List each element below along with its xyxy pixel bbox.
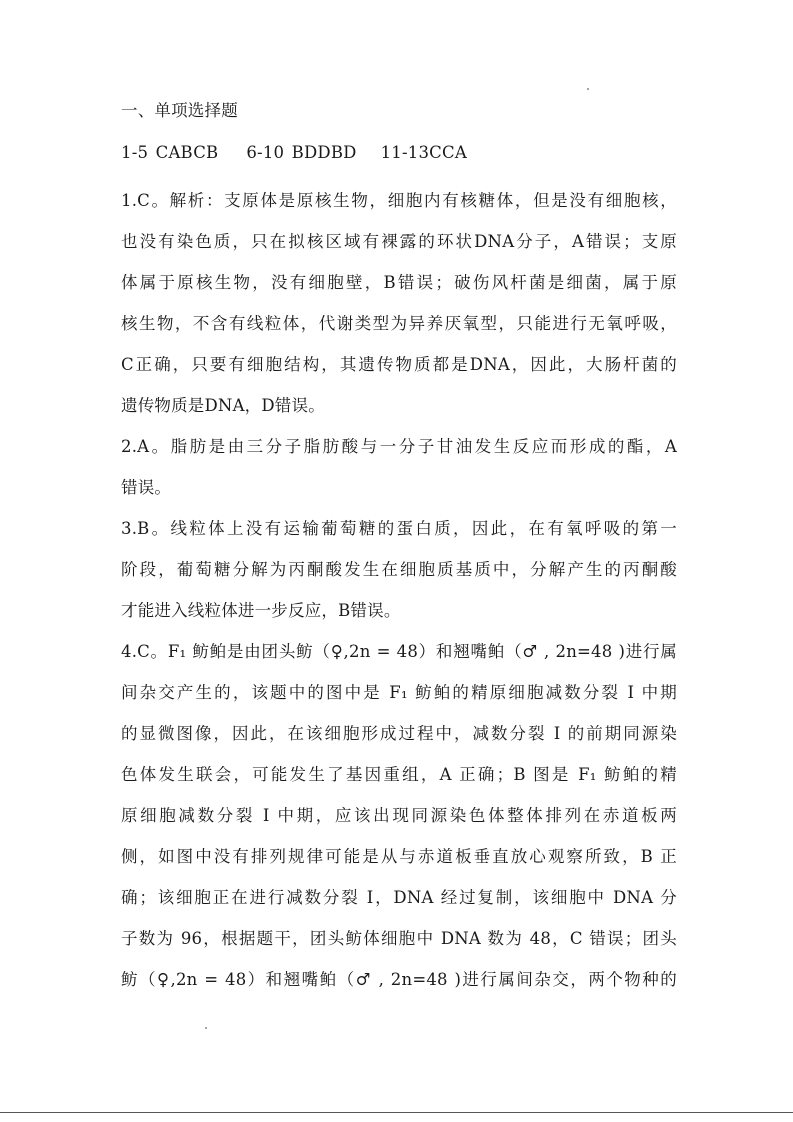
- answer-group-3: 11-13CCA: [380, 143, 467, 162]
- section-title: 一、单项选择题: [121, 101, 238, 120]
- explanation-q1: [121, 180, 677, 426]
- text-line: 阶段，葡萄糖分解为丙酮酸发生在细胞质基质中，分解产生的丙酮酸: [121, 560, 677, 579]
- text-line: 确；该细胞正在进行减数分裂 I，DNA 经过复制，该细胞中 DNA 分: [121, 888, 677, 907]
- text-line: 的显微图像，因此，在该细胞形成过程中，减数分裂 I 的前期同源染: [121, 724, 677, 743]
- answer-content: [121, 97, 677, 1000]
- text-line: 1.C。解析：支原体是原核生物，细胞内有核糖体，但是没有细胞核，: [121, 191, 677, 210]
- text-line: 遗传物质是DNA，D错误。: [121, 396, 325, 415]
- explanation-q4: [121, 631, 677, 1000]
- text-line: C正确，只要有细胞结构，其遗传物质都是DNA，因此，大肠杆菌的: [121, 355, 677, 374]
- text-line: 4.C。F₁ 鲂鲌是由团头鲂（♀,2n = 48）和翘嘴鲌（♂ , 2n=48 )进行属: [121, 642, 677, 661]
- page-bottom-rule: [0, 1112, 793, 1113]
- text-line: 体属于原核生物，没有细胞壁，B错误；破伤风杆菌是细菌，属于原: [121, 273, 677, 292]
- text-line: 核生物，不含有线粒体，代谢类型为异养厌氧型，只能进行无氧呼吸，: [121, 314, 677, 333]
- text-line: 原细胞减数分裂 I 中期，应该出现同源染色体整体排列在赤道板两: [121, 806, 677, 825]
- text-line: 3.B。线粒体上没有运输葡萄糖的蛋白质，因此，在有氧呼吸的第一: [121, 519, 677, 538]
- text-line: 间杂交产生的，该题中的图中是 F₁ 鲂鲌的精原细胞减数分裂 I 中期: [121, 683, 677, 702]
- text-line: 错误。: [121, 478, 172, 497]
- text-line: 侧，如图中没有排列规律可能是从与赤道板垂直放心观察所致，B 正: [121, 847, 677, 866]
- explanation-q3: [121, 508, 677, 631]
- text-line: 也没有染色质，只在拟核区域有裸露的环状DNA分子，A错误；支原: [121, 232, 677, 251]
- text-line: 鲂（♀,2n = 48）和翘嘴鲌（♂ , 2n=48 )进行属间杂交，两个物种的: [121, 970, 677, 989]
- scan-speck: [205, 1027, 207, 1029]
- text-line: 子数为 96，根据题干，团头鲂体细胞中 DNA 数为 48，C 错误；团头: [121, 929, 677, 948]
- text-line: 才能进入线粒体进一步反应，B错误。: [121, 601, 401, 620]
- explanation-q2: [121, 426, 677, 508]
- scan-speck: [587, 88, 589, 90]
- text-line: 2.A。脂肪是由三分子脂肪酸与一分子甘油发生反应而形成的酯，A: [121, 437, 677, 456]
- answer-group-1: 1-5 CABCB: [121, 143, 219, 162]
- text-line: 色体发生联会，可能发生了基因重组，A 正确；B 图是 F₁ 鲂鲌的精: [121, 765, 677, 784]
- answer-key-row: [121, 139, 677, 180]
- answer-group-2: 6-10 BDDBD: [246, 143, 357, 162]
